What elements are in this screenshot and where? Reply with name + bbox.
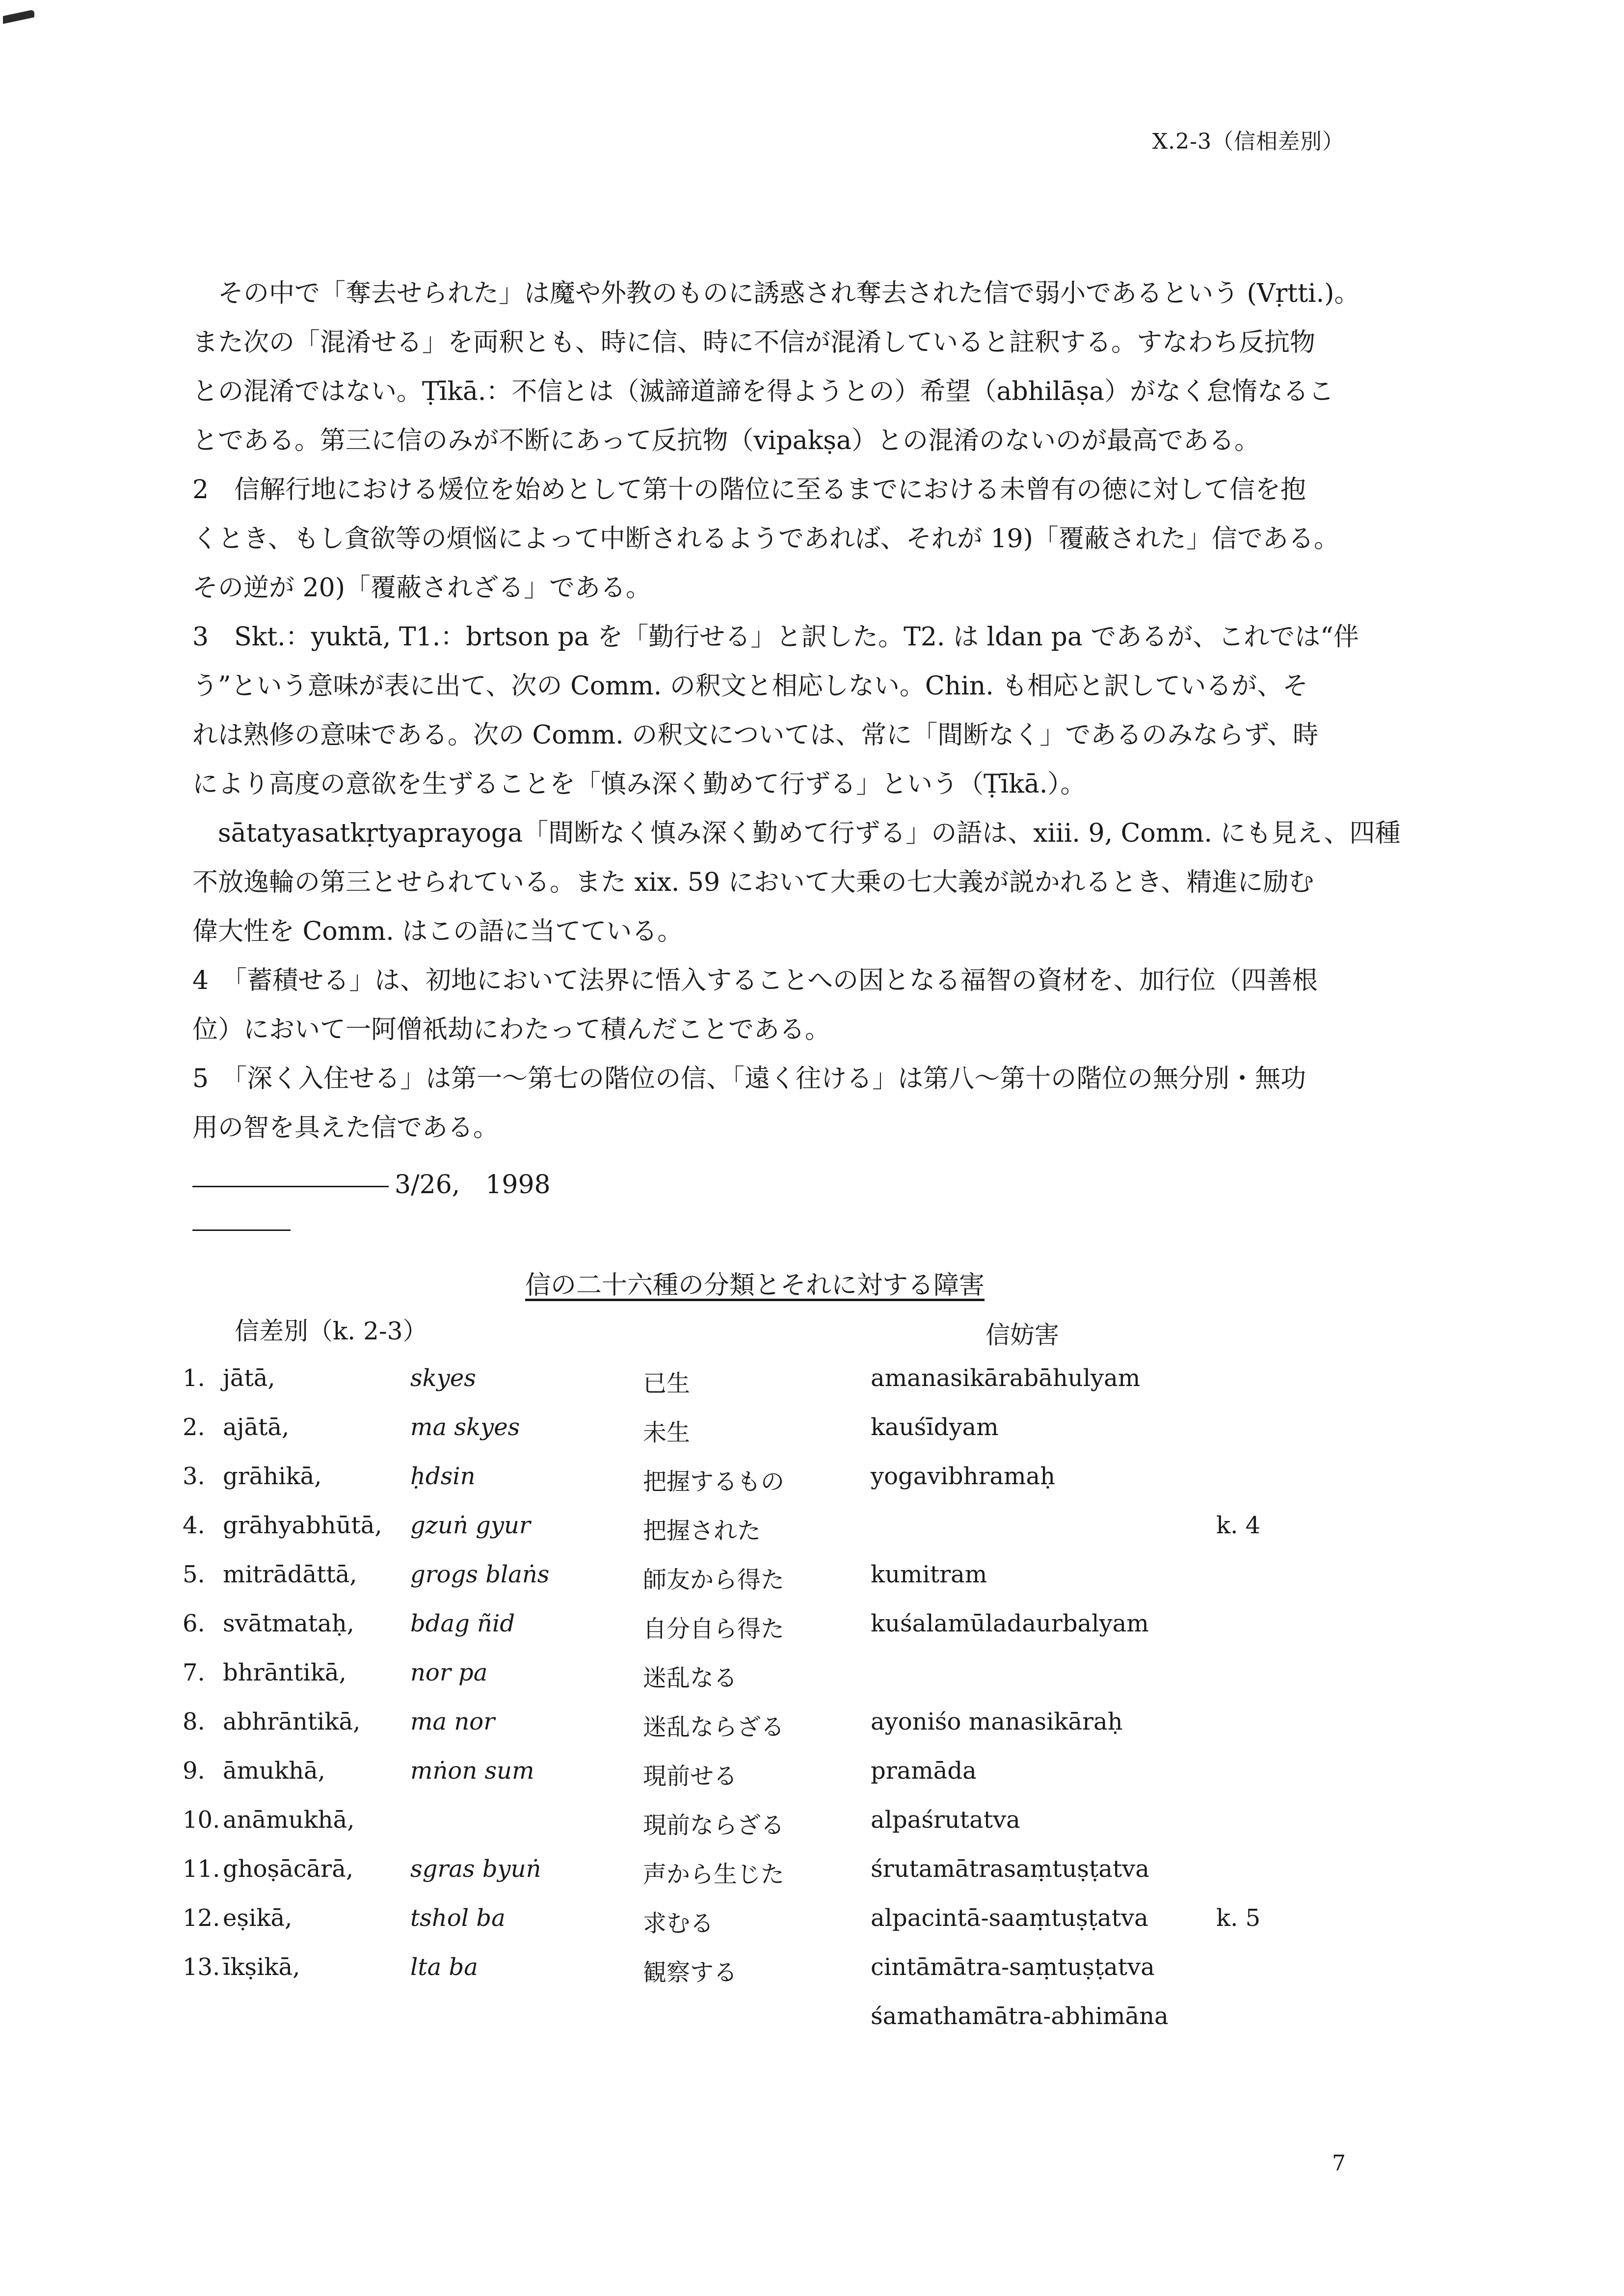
sanskrit-term: ghoṣācārā, bbox=[223, 1855, 354, 1883]
page-number: 7 bbox=[1332, 2151, 1346, 2176]
table-row bbox=[183, 1904, 1360, 1953]
obstacle-term: yogavibhramaḥ bbox=[871, 1463, 1056, 1490]
scan-mark bbox=[3, 9, 34, 24]
obstacle-term: alpacintā-saaṃtuṣṭatva bbox=[871, 1904, 1148, 1932]
obstacle-term: śrutamātrasaṃtuṣṭatva bbox=[871, 1855, 1149, 1883]
tibetan-term: bdag ñid bbox=[410, 1610, 515, 1637]
text-line: 位）において一阿僧祇劫にわたって積んだことである。 bbox=[192, 1015, 831, 1044]
japanese-term: 迷乱なる bbox=[643, 1664, 738, 1692]
text-line: とである。第三に信のみが不断にあって反抗物（vipakṣa）との混淆のないのが最高である。 bbox=[192, 426, 1260, 455]
row-number: 3. bbox=[183, 1463, 205, 1490]
obstacle-term: pramāda bbox=[871, 1757, 977, 1785]
table-row bbox=[183, 1855, 1360, 1904]
sanskrit-term: mitrādāttā, bbox=[223, 1561, 357, 1588]
text-line: 3 Skt.：yuktā, T1.：brtson pa を「勤行せる」と訳した。T2. は ldan pa であるが、これでは“伴 bbox=[192, 622, 1359, 652]
text-line: との混淆ではない。Ṭīkā.：不信とは（滅諦道諦を得ようとの）希望（abhilāṣa）がなく怠惰なるこ bbox=[192, 377, 1334, 406]
classification-table bbox=[183, 1364, 1360, 2052]
table-row bbox=[183, 1512, 1360, 1561]
row-number: 12. bbox=[183, 1904, 220, 1932]
obstacle-term: alpaśrutatva bbox=[871, 1806, 1020, 1834]
text-line: れは熟修の意味である。次の Comm. の釈文については、常に「間断なく」であるのみならず、時 bbox=[192, 721, 1319, 750]
date: 3/26, 1998 bbox=[395, 1170, 551, 1200]
date-line bbox=[192, 1170, 551, 1200]
row-number: 6. bbox=[183, 1610, 205, 1637]
tibetan-term: ma skyes bbox=[410, 1414, 520, 1441]
obstacle-term: amanasikārabāhulyam bbox=[871, 1364, 1141, 1392]
tibetan-term: tshol ba bbox=[410, 1904, 506, 1932]
sanskrit-term: grāhikā, bbox=[223, 1463, 322, 1490]
text-line: その逆が 20)「覆蔽されざる」である。 bbox=[192, 573, 651, 603]
japanese-term: 現前ならざる bbox=[643, 1812, 785, 1839]
body-text bbox=[192, 269, 1401, 1152]
text-line: また次の「混淆せる」を両釈とも、時に信、時に不信が混淆していると註釈する。すなわち反抗物 bbox=[192, 328, 1316, 357]
text-line: その中で「奪去せられた」は魔や外教のものに誘惑され奪去された信で弱小であるという (Vṛtti.)。 bbox=[218, 279, 1360, 308]
row-number: 2. bbox=[183, 1414, 205, 1441]
text-line: くとき、もし貪欲等の煩悩によって中断されるようであれば、それが 19)「覆蔽された」信である。 bbox=[192, 524, 1339, 554]
long-rule bbox=[192, 1186, 389, 1187]
sanskrit-term: eṣikā, bbox=[223, 1904, 293, 1932]
table-row bbox=[183, 1561, 1360, 1610]
text-line: 4 「蓄積せる」は、初地において法界に悟入することへの因となる福智の資材を、加行位（四善根 bbox=[192, 966, 1318, 995]
text-line: 5 「深く入住せる」は第一～第七の階位の信、「遠く往ける」は第八～第十の階位の無分別・無功 bbox=[192, 1064, 1306, 1094]
text-line: sātatyasatkṛtyaprayoga「間断なく慎み深く勤めて行ずる」の語は、xiii. 9, Comm. にも見え、四種 bbox=[218, 819, 1401, 848]
japanese-term: 把握された bbox=[643, 1517, 761, 1545]
table-row bbox=[183, 1757, 1360, 1806]
table-row bbox=[183, 1364, 1360, 1414]
table-row bbox=[183, 1659, 1360, 1708]
japanese-term: 観察する bbox=[643, 1959, 738, 1986]
japanese-term: 求むる bbox=[643, 1910, 714, 1937]
sanskrit-term: grāhyabhūtā, bbox=[223, 1512, 382, 1539]
table-row bbox=[183, 1806, 1360, 1855]
text-line: 用の智を具えた信である。 bbox=[192, 1113, 499, 1143]
sanskrit-term: svātmataḥ, bbox=[223, 1610, 354, 1637]
obstacle-term: kuśalamūladaurbalyam bbox=[871, 1610, 1149, 1637]
table-row bbox=[183, 1463, 1360, 1512]
japanese-term: 把握するもの bbox=[643, 1468, 785, 1495]
tibetan-term: nor pa bbox=[410, 1659, 488, 1686]
sanskrit-term: āmukhā, bbox=[223, 1757, 325, 1785]
obstacle-term: cintāmātra-saṃtuṣṭatva bbox=[871, 1953, 1155, 1981]
table-row bbox=[183, 1414, 1360, 1463]
obstacle-term: ayoniśo manasikāraḥ bbox=[871, 1708, 1123, 1735]
text-line: 不放逸輪の第三とせられている。また xix. 59 において大乗の七大義が説かれるとき、精進に励む bbox=[192, 868, 1314, 897]
tibetan-term: gzuṅ gyur bbox=[410, 1512, 531, 1539]
obstacle-term: śamathamātra-abhimāna bbox=[871, 2002, 1169, 2030]
table-title: 信の二十六種の分類とそれに対する障害 bbox=[525, 1271, 985, 1300]
table-row bbox=[183, 1708, 1360, 1757]
tibetan-term: lta ba bbox=[410, 1953, 478, 1981]
running-header: X.2-3（信相差別） bbox=[1152, 129, 1344, 154]
sanskrit-term: īkṣikā, bbox=[223, 1953, 300, 1981]
row-number: 9. bbox=[183, 1757, 205, 1785]
header-right: 信妨害 bbox=[985, 1321, 1059, 1349]
sanskrit-term: bhrāntikā, bbox=[223, 1659, 346, 1686]
karika-ref: k. 4 bbox=[1216, 1512, 1261, 1539]
obstacle-term: kumitram bbox=[871, 1561, 987, 1588]
row-number: 10. bbox=[183, 1806, 220, 1834]
short-rule bbox=[192, 1229, 291, 1231]
text-line: 2 信解行地における煖位を始めとして第十の階位に至るまでにおける未曾有の徳に対して信を抱 bbox=[192, 475, 1306, 505]
text-line: う”という意味が表に出て、次の Comm. の釈文と相応しない。Chin. も相応と訳しているが、そ bbox=[192, 671, 1308, 701]
tibetan-term: grogs blaṅs bbox=[410, 1561, 550, 1588]
japanese-term: 已生 bbox=[643, 1370, 691, 1397]
japanese-term: 師友から得た bbox=[643, 1566, 785, 1594]
sanskrit-term: anāmukhā, bbox=[223, 1806, 355, 1834]
header-left: 信差別（k. 2-3） bbox=[235, 1317, 427, 1345]
text-line: により高度の意欲を生ずることを「慎み深く勤めて行ずる」という（Ṭīkā.）。 bbox=[192, 770, 1086, 799]
row-number: 4. bbox=[183, 1512, 205, 1539]
tibetan-term: sgras byuṅ bbox=[410, 1855, 541, 1883]
row-number: 7. bbox=[183, 1659, 205, 1686]
row-number: 5. bbox=[183, 1561, 205, 1588]
japanese-term: 声から生じた bbox=[643, 1861, 785, 1888]
sanskrit-term: jātā, bbox=[223, 1364, 275, 1392]
tibetan-term: mṅon sum bbox=[410, 1757, 534, 1785]
japanese-term: 迷乱ならざる bbox=[643, 1713, 785, 1741]
table-row bbox=[183, 2002, 1360, 2052]
tibetan-term: ḥdsin bbox=[410, 1463, 476, 1490]
sanskrit-term: abhrāntikā, bbox=[223, 1708, 361, 1735]
table-row bbox=[183, 1953, 1360, 2002]
karika-ref: k. 5 bbox=[1216, 1904, 1261, 1932]
japanese-term: 自分自ら得た bbox=[643, 1615, 785, 1643]
row-number: 1. bbox=[183, 1364, 205, 1392]
table-row bbox=[183, 1610, 1360, 1659]
row-number: 13. bbox=[183, 1953, 220, 1981]
row-number: 8. bbox=[183, 1708, 205, 1735]
row-number: 11. bbox=[183, 1855, 220, 1883]
japanese-term: 現前せる bbox=[643, 1762, 738, 1790]
text-line: 偉大性を Comm. はこの語に当てている。 bbox=[192, 917, 683, 946]
obstacle-term: kauśīdyam bbox=[871, 1414, 999, 1441]
tibetan-term: skyes bbox=[410, 1364, 476, 1392]
japanese-term: 未生 bbox=[643, 1419, 691, 1446]
tibetan-term: ma nor bbox=[410, 1708, 495, 1735]
sanskrit-term: ajātā, bbox=[223, 1414, 290, 1441]
